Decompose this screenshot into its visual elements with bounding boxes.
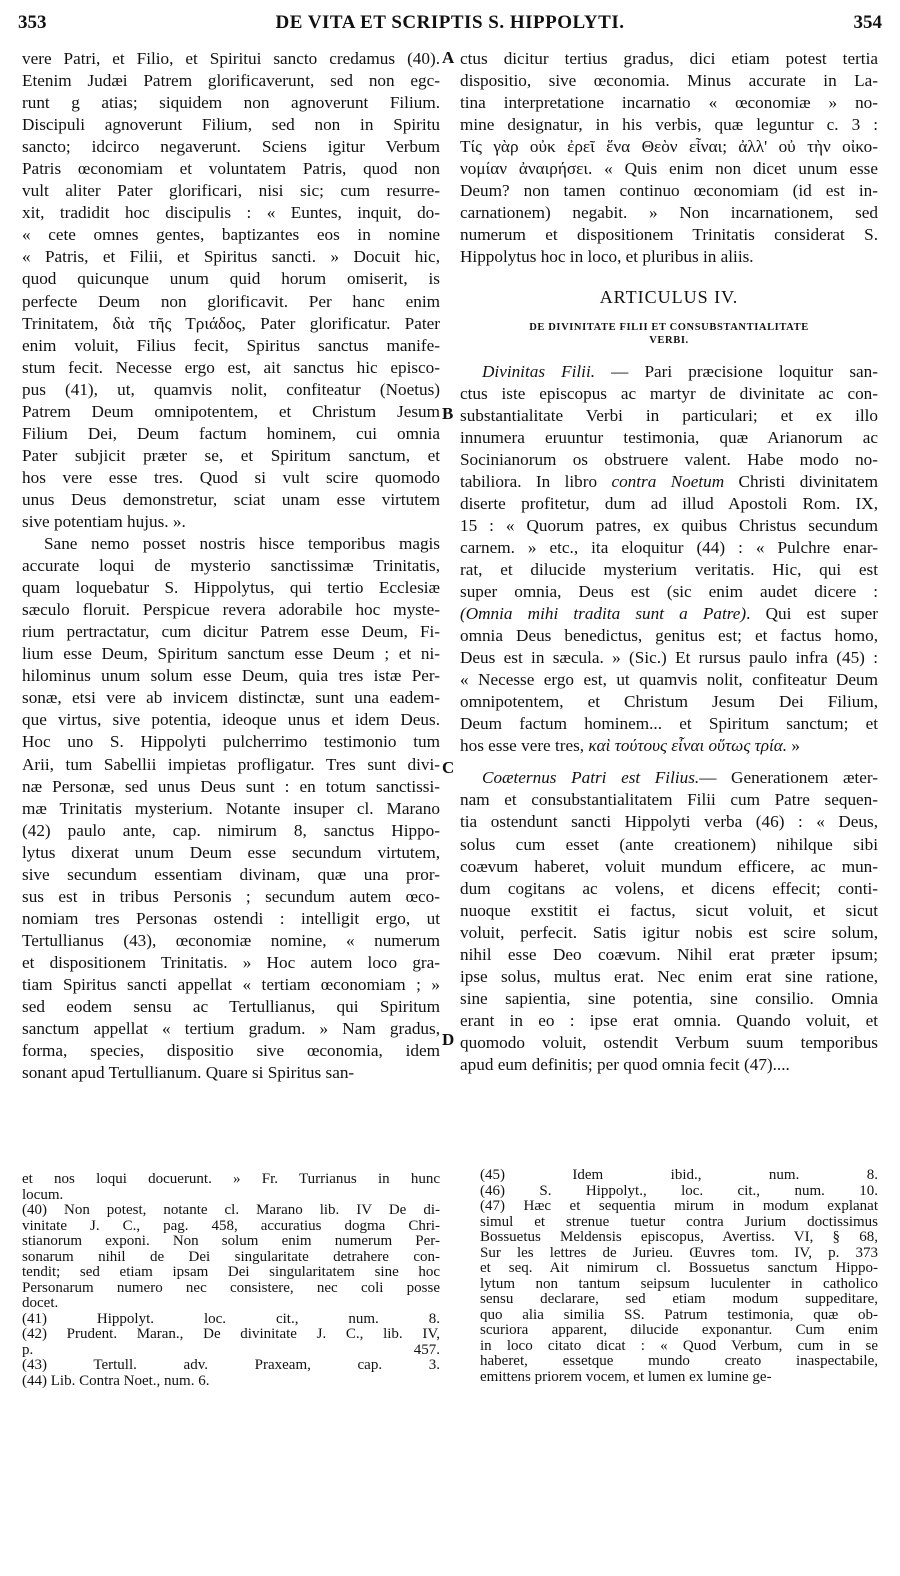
text-line: « cete omnes gentes, baptizantes eos in nomine <box>22 225 440 245</box>
paragraph <box>22 533 440 1084</box>
text-line: Personarum numero nec consistere, nec coli posse <box>22 1279 440 1296</box>
text-line: runt g atias; siquidem non agnoverunt Filium. <box>22 93 440 113</box>
text-line: solus cum esset (ante creationem) nihilque sibi <box>460 834 878 854</box>
text-line: tabiliora. In libro contra Noetum Christi divinitatem <box>460 471 878 491</box>
text-line: vinitate J. C., pag. 458, accuratius dogma Chri- <box>22 1217 440 1234</box>
text-line: hos esse vere tres, καὶ τούτους εἶναι οὕτως τρία. » <box>460 736 800 756</box>
footnotes-right <box>480 1168 878 1385</box>
text-line: stum fecit. Necesse ergo est, ait sanctus hic episco- <box>22 357 440 377</box>
text-line: hos vere esse tres. Quod si vult scire quomodo <box>22 467 440 487</box>
text-line: lytum non tantum seipsum luculenter in catholico <box>480 1275 878 1292</box>
article-subheading-line: VERBI. <box>649 334 689 346</box>
text-line: sanctum appellat « tertium gradum. » Nam gradus, <box>22 1019 440 1039</box>
text-line: que virtus, sive potentia, ideoque unus et idem Deus. <box>22 710 440 730</box>
text-line: sonant apud Tertullianum. Quare si Spiritus san- <box>22 1063 355 1083</box>
text-line: Divinitas Filii. — Pari præcisione loquitur san- <box>482 361 878 381</box>
text-line: quomodo voluit, ostendit Verbum suum temporibus <box>460 1032 878 1052</box>
text-line: nomiam tres Personas ostendi : intelligit ergo, ut <box>22 908 440 928</box>
text-line: sed eodem sensu ac Tertullianus, qui Spiritum <box>22 997 440 1017</box>
right-column <box>460 48 878 1076</box>
text-line: forma, species, dispositio sive œconomia, idem <box>22 1041 440 1061</box>
text-line: vere Patri, et Filio, et Spiritui sancto credamus (40). <box>22 49 440 68</box>
article-subheading-line: DE DIVINITATE FILII ET CONSUBSTANTIALITATE <box>529 321 809 333</box>
text-line: Hippolytus hoc in loco, et pluribus in aliis. <box>460 247 754 267</box>
text-line: apud eum definitis; per quod omnia fecit (47).... <box>460 1054 790 1074</box>
text-line: haberet, essetque mundo creato inaspectabile, <box>480 1353 878 1369</box>
text-line: Patris œconomiam et voluntatem Patris, quod non <box>22 159 440 179</box>
text-line: nihil esse Deo coævum. Nihil erat præter ipsum; <box>460 944 878 964</box>
text-line: Deum factum hominem... et Spiritum sanctum; et <box>460 714 878 734</box>
text-line: (40) Non potest, notante cl. Marano lib. IV De di- <box>22 1202 440 1218</box>
text-line: νομίαν ἀναιρήσει. « Quis enim non dicet unum esse <box>460 159 878 179</box>
text-line: Τίς γὰρ οὐκ ἐρεῖ ἕνα Θεὸν εἶναι; ἀλλ' οὐ τὴν οἰκο- <box>460 137 878 157</box>
text-line: coævum haberet, voluit mundum efficere, ac mun- <box>460 856 878 876</box>
text-line: sus est in tribus Personis ; secundum autem œco- <box>22 886 440 906</box>
text-line: innumera eruuntur testimonia, quæ Arianorum ac <box>460 427 878 447</box>
text-line: Discipuli agnoverunt Filium, sed non in Spiritu <box>22 115 440 135</box>
paragraph <box>460 767 878 1076</box>
text-line: numerum et dispositionem Trinitatis considerat S. <box>460 225 878 245</box>
page-number-right: 354 <box>853 12 882 33</box>
text-line: Socinianorum os obstruere valent. Habe modo no- <box>460 449 878 469</box>
running-title: DE VITA ET SCRIPTIS S. HIPPOLYTI. <box>275 12 625 33</box>
text-line: (43) Tertull. adv. Praxeam, cap. 3. <box>22 1357 440 1373</box>
text-line: sensu declarare, sed etiam modum suppeditare, <box>480 1291 878 1307</box>
text-line: stianorum exponi. Non solum enim numerum Per- <box>22 1233 440 1249</box>
text-line: vult aliter Pater glorificari, nisi sic; cum resurre- <box>22 181 440 201</box>
text-line: Trinitatem, διὰ τῆς Τριάδος, Pater glorificatur. Pater <box>22 313 440 333</box>
text-line: sæculo floruit. Perspicue revera adorabile hoc myste- <box>22 600 440 620</box>
text-line: sancto; idcirco negaverunt. Sciens igitur Verbum <box>22 137 440 157</box>
margin-letter-c: C <box>442 758 455 777</box>
page-number-left: 353 <box>18 12 47 33</box>
text-line: (45) Idem ibid., num. 8. <box>480 1167 878 1183</box>
text-line: quod quicunque unum quid horum omiserit, is <box>22 269 440 289</box>
text-line: 15 : « Quorum patres, ex quibus Christus secundum <box>460 515 878 535</box>
text-line: Arii, tum Sabellii impietas profligatur. Tres sunt divi- <box>22 754 440 774</box>
text-line: Deum? non tamen continuo œconomiam (id est in- <box>460 181 878 201</box>
text-line: perfecte Deum non glorificavit. Per hanc enim <box>22 291 440 311</box>
text-line: lium esse Deum, Spiritum sanctum esse Deum ; et ni- <box>22 644 440 664</box>
text-line: p. 457. <box>22 1341 440 1358</box>
text-line: xit, tradidit hoc discipulis : « Euntes, inquit, do- <box>22 203 440 223</box>
text-line: sive secundum essentiam divinam, quæ una pror- <box>22 864 440 884</box>
text-line: (46) S. Hippolyt., loc. cit., num. 10. <box>480 1182 878 1199</box>
text-line: Pater subjicit præter se, et Spiritum sanctum, et <box>22 445 440 465</box>
text-line: nam et consubstantialitatem Filii cum Patre sequen- <box>460 790 878 810</box>
text-line: ctus iste episcopus ac martyr de divinitate ac con- <box>460 383 878 403</box>
text-line: lytus dixerat unum Deum esse secundum virtutem, <box>22 842 440 862</box>
text-line: « Patris, et Filii, et Spiritus sancti. » Docuit hic, <box>22 247 440 267</box>
text-line: rat, et dilucide mysterium veritatis. Hic, qui est <box>460 559 878 579</box>
text-line: voluit, perfecit. Satis igitur nobis est scire solum, <box>460 922 878 942</box>
paragraph <box>22 48 440 533</box>
text-line: (42) paulo ante, cap. nimirum 8, sanctus Hippo- <box>22 820 440 840</box>
text-line: Tertullianus (43), œconomiæ nomine, « numerum <box>22 930 440 950</box>
running-header <box>18 12 882 38</box>
text-line: hilominus unum solum esse Deum, quia tres istæ Per- <box>22 666 440 686</box>
text-line: et seq. Ait nimirum cl. Bossuetus sanctum Hippo- <box>480 1260 878 1276</box>
text-line: tendit; sed etiam ipsam Dei singularitatem sine hoc <box>22 1264 440 1280</box>
text-line: dum cogitans ac volens, et dicens effecit; conti- <box>460 878 878 898</box>
text-line: Sane nemo posset nostris hisce temporibus magis <box>44 534 440 554</box>
text-line: omnia Deus benedictus, genitus est; et factus homo, <box>460 626 878 646</box>
text-line: mæ Trinitatis mysterium. Notante insuper cl. Marano <box>22 798 440 818</box>
text-line: Bossuetus Meldensis episcopus, Avertiss. VI, § 68, <box>480 1229 878 1245</box>
text-line: quo alia similia SS. Patrum testimonia, quæ ob- <box>480 1306 878 1323</box>
text-line: docet. <box>22 1295 59 1311</box>
text-line: dispositio, sive œconomia. Minus accurate in La- <box>460 71 878 91</box>
text-line: et dispositionem Trinitatis. » Hoc autem loco gra- <box>22 952 440 972</box>
text-line: Coæternus Patri est Filius.— Generationem æter- <box>482 768 878 788</box>
text-line: carnem. » etc., ita eloquitur (44) : « Pulchre enar- <box>460 537 878 557</box>
text-line: rium pertractatur, cum dicitur Patrem esse Deum, Fi- <box>22 622 440 642</box>
text-line: simul et strenue tuetur contra Jurium doctissimus <box>480 1213 878 1230</box>
margin-letter-a: A <box>442 48 455 67</box>
text-line: (44) Lib. Contra Noet., num. 6. <box>22 1372 210 1389</box>
text-line: erant in eo : ipse erat omnia. Quando voluit, et <box>460 1010 878 1030</box>
text-line: sine sapientia, sine potentia, sine consilio. Omnia <box>460 988 878 1008</box>
text-line: et nos loqui docuerunt. » Fr. Turrianus in hunc <box>22 1171 440 1187</box>
text-line: enim voluit, Filius fecit, Spiritus sanctus manife- <box>22 335 440 355</box>
text-line: « Necesse ergo est, ut quamvis nolit, confiteatur Deum <box>460 670 878 690</box>
left-column <box>22 48 440 1084</box>
text-line: sonæ, etsi vere ab invicem distinctæ, sunt una eadem- <box>22 688 440 708</box>
text-line: ipse solus, multus erat. Nec enim erat sine ratione, <box>460 966 878 986</box>
margin-letter-d: D <box>442 1030 455 1049</box>
text-line: nuoque exstitit ei factus, sicut voluit, et sicut <box>460 900 878 920</box>
text-line: substantialitate Verbi in particulari; et ex illo <box>460 405 878 425</box>
text-line: tina interpretatione incarnatio « œconomiæ » no- <box>460 93 878 113</box>
text-line: (47) Hæc et sequentia mirum in modum explanat <box>480 1198 878 1214</box>
text-line: emittens priorem vocem, et lumen ex lumine ge- <box>480 1368 772 1385</box>
text-line: quam loquebatur S. Hippolytus, qui tertio Ecclesiæ <box>22 578 440 598</box>
text-line: super omnia, Deus est (sic enim audet dicere : <box>460 581 878 601</box>
text-line: (42) Prudent. Maran., De divinitate J. C., lib. IV, <box>22 1326 440 1342</box>
text-line: (41) Hippolyt. loc. cit., num. 8. <box>22 1310 440 1327</box>
text-line: sive potentiam hujus. ». <box>22 511 186 531</box>
text-line: ctus dicitur tertius gradus, dici etiam potest tertia <box>460 49 878 68</box>
text-line: scuriora apparent, dilucide exponantur. Cum enim <box>480 1322 878 1338</box>
text-line: carnationem) negabit. » Non incarnationem, sed <box>460 203 878 223</box>
text-line: sonarum nihil de Dei singularitate detrahere con- <box>22 1248 440 1265</box>
text-line: unus Deus demonstretur, sciat unam esse virtutem <box>22 489 440 509</box>
article-heading: ARTICULUS IV. <box>599 287 739 308</box>
footnotes-left <box>22 1172 440 1389</box>
text-line: accurate loqui de mysterio sanctissimæ Trinitatis, <box>22 556 440 576</box>
text-line: locum. <box>22 1186 64 1203</box>
text-line: diserte profitetur, dum ad illud Apostoli Rom. IX, <box>460 493 878 513</box>
text-line: næ Personæ, sed unus Deus sunt : en totum sanctissi- <box>22 776 440 796</box>
text-line: Hoc uno S. Hippolyti pulcherrimo testimonio tum <box>22 732 440 752</box>
text-line: Etenim Judæi Patrem glorificaverunt, sed non egc- <box>22 71 440 91</box>
text-line: (Omnia mihi tradita sunt a Patre). Qui est super <box>460 604 878 624</box>
text-line: Deus est in sæcula. » (Sic.) Et rursus paulo infra (45) : <box>460 648 878 668</box>
margin-letter-b: B <box>442 404 454 423</box>
text-line: omnipotentem, et Christum Jesum Dei Filium, <box>460 692 878 712</box>
article-subheading <box>460 321 878 347</box>
text-line: in loco citato dicat : « Quod Verbum, cum in se <box>480 1337 878 1354</box>
text-line: Patrem Deum omnipotentem, et Christum Jesum <box>22 401 440 421</box>
text-line: tia ostendunt sancti Hippolyti verba (46) : « Deus, <box>460 812 878 832</box>
text-line: Filium Dei, Deum factum hominem, cui omnia <box>22 423 440 443</box>
text-line: tiam Spiritus sancti appellat « tertiam œconomiam ; » <box>22 974 440 994</box>
paragraph <box>460 361 878 758</box>
paragraph <box>460 48 878 268</box>
text-line: pus (41), ut, quamvis nolit, confiteatur (Noetus) <box>22 379 440 399</box>
text-line: mine designatur, in his verbis, quæ leguntur c. 3 : <box>460 115 878 135</box>
text-line: Sur les lettres de Jurieu. Œuvres tom. IV, p. 373 <box>480 1244 878 1261</box>
